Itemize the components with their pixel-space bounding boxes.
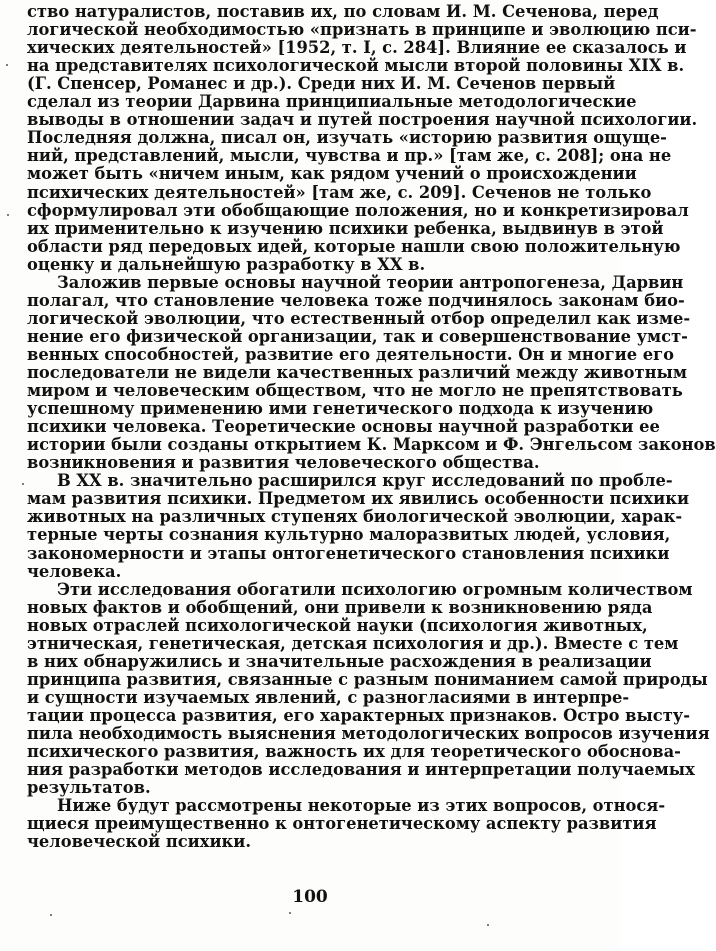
text-line: принципа развития, связанные с разным пониманием самой природы	[27, 669, 708, 689]
text-line: венных способностей, развитие его деятельности. Он и многие его	[27, 344, 674, 364]
text-line: животных на различных ступенях биологической эволюции, харак-	[27, 507, 683, 527]
text-line: тации процесса развития, его характерных признаков. Остро высту-	[27, 705, 690, 725]
text-line: оценку и дальнейшую разработку в XX в.	[27, 254, 426, 274]
text-line: может быть «ничем иным, как рядом учений о происхождении	[27, 164, 637, 184]
text-line: полагал, что становление человека тоже подчинялось законам био-	[27, 290, 685, 310]
text-line: новых отраслей психологической науки (психология животных,	[27, 615, 648, 635]
text-line: миром и человеческим обществом, что не могло не препятствовать	[27, 381, 683, 401]
text-line: Заложив первые основы научной теории антропогенеза, Дарвин	[57, 272, 684, 292]
text-line: ния разработки методов исследования и интерпретации получаемых	[27, 760, 695, 780]
text-line: Ниже будут рассмотрены некоторые из этих вопросов, относя-	[57, 796, 666, 816]
text-line: пила необходимость выяснения методологических вопросов изучения	[27, 724, 710, 743]
text-line: психики человека. Теоретические основы научной разработки ее	[27, 417, 660, 437]
text-line: последователи не видели качественных различий между животным	[27, 363, 687, 382]
scan-speck	[7, 214, 9, 216]
text-line: логической необходимостью «признать в принципе и эволюцию пси-	[27, 20, 697, 40]
text-line: сделал из теории Дарвина принципиальные методологические	[27, 92, 637, 112]
text-line: ний, представлений, мысли, чувства и пр.» [там же, с. 208]; она не	[27, 146, 672, 166]
text-line: результатов.	[27, 778, 151, 798]
text-line: В XX в. значительно расширился круг исследований по пробле-	[57, 471, 673, 491]
page-number: 100	[292, 887, 328, 907]
scan-speck	[22, 483, 24, 485]
text-line: человека.	[27, 561, 122, 581]
text-line: хических деятельностей» [1952, т. I, с. 284]. Влияние ее сказалось и	[27, 38, 687, 58]
text-line: терные черты сознания культурно малоразвитых людей, условия,	[27, 525, 671, 545]
text-line: успешному применению ими генетического подхода к изучению	[27, 399, 654, 419]
text-line: мам развития психики. Предметом их явились особенности психики	[27, 489, 690, 509]
text-line: и сущности изучаемых явлений, с разногласиями в интерпре-	[27, 687, 630, 707]
text-line: Последняя должна, писал он, изучать «историю развития ощуще-	[27, 128, 667, 148]
text-line: в них обнаружились и значительные расхождения в реализации	[27, 651, 652, 671]
text-line: возникновения и развития человеческого общества.	[27, 453, 540, 473]
text-line: истории были созданы открытием К. Марксом и Ф. Энгельсом законов	[27, 435, 716, 455]
text-line: на представителях психологической мысли второй половины XIX в.	[27, 56, 685, 76]
text-line: щиеся преимущественно к онтогенетическому аспекту развития	[27, 814, 657, 834]
text-line: Эти исследования обогатили психологию огромным количеством	[57, 579, 693, 599]
text-line: психических деятельностей» [там же, с. 209]. Сеченов не только	[27, 182, 652, 202]
text-line: логической эволюции, что естественный отбор определил как изме-	[27, 308, 691, 328]
scan-speck	[289, 912, 291, 914]
text-line: этническая, генетическая, детская психология и др.). Вместе с тем	[27, 633, 679, 653]
text-line: закономерности и этапы онтогенетического становления психики	[27, 543, 670, 563]
text-line: психического развития, важность их для теоретического обоснова-	[27, 742, 681, 762]
scan-speck	[487, 924, 489, 926]
text-line: области ряд передовых идей, которые нашли свою положительную	[27, 236, 681, 256]
text-line: (Г. Спенсер, Романес и др.). Среди них И. М. Сеченов первый	[27, 74, 616, 94]
text-line: их применительно к изучению психики ребенка, выдвинув в этой	[27, 218, 664, 238]
text-line: ство натуралистов, поставив их, по словам И. М. Сеченова, перед	[27, 2, 659, 21]
scan-speck	[50, 914, 52, 916]
text-line: сформулировал эти обобщающие положения, но и конкретизировал	[27, 200, 689, 220]
scan-speck	[6, 64, 8, 66]
text-line: нение его физической организации, так и совершенствование умст-	[27, 326, 688, 346]
text-line: человеческой психики.	[27, 832, 252, 852]
text-line: выводы в отношении задач и путей построения научной психологии.	[27, 110, 698, 130]
text-line: новых фактов и обобщений, они привели к возникновению ряда	[27, 597, 653, 617]
